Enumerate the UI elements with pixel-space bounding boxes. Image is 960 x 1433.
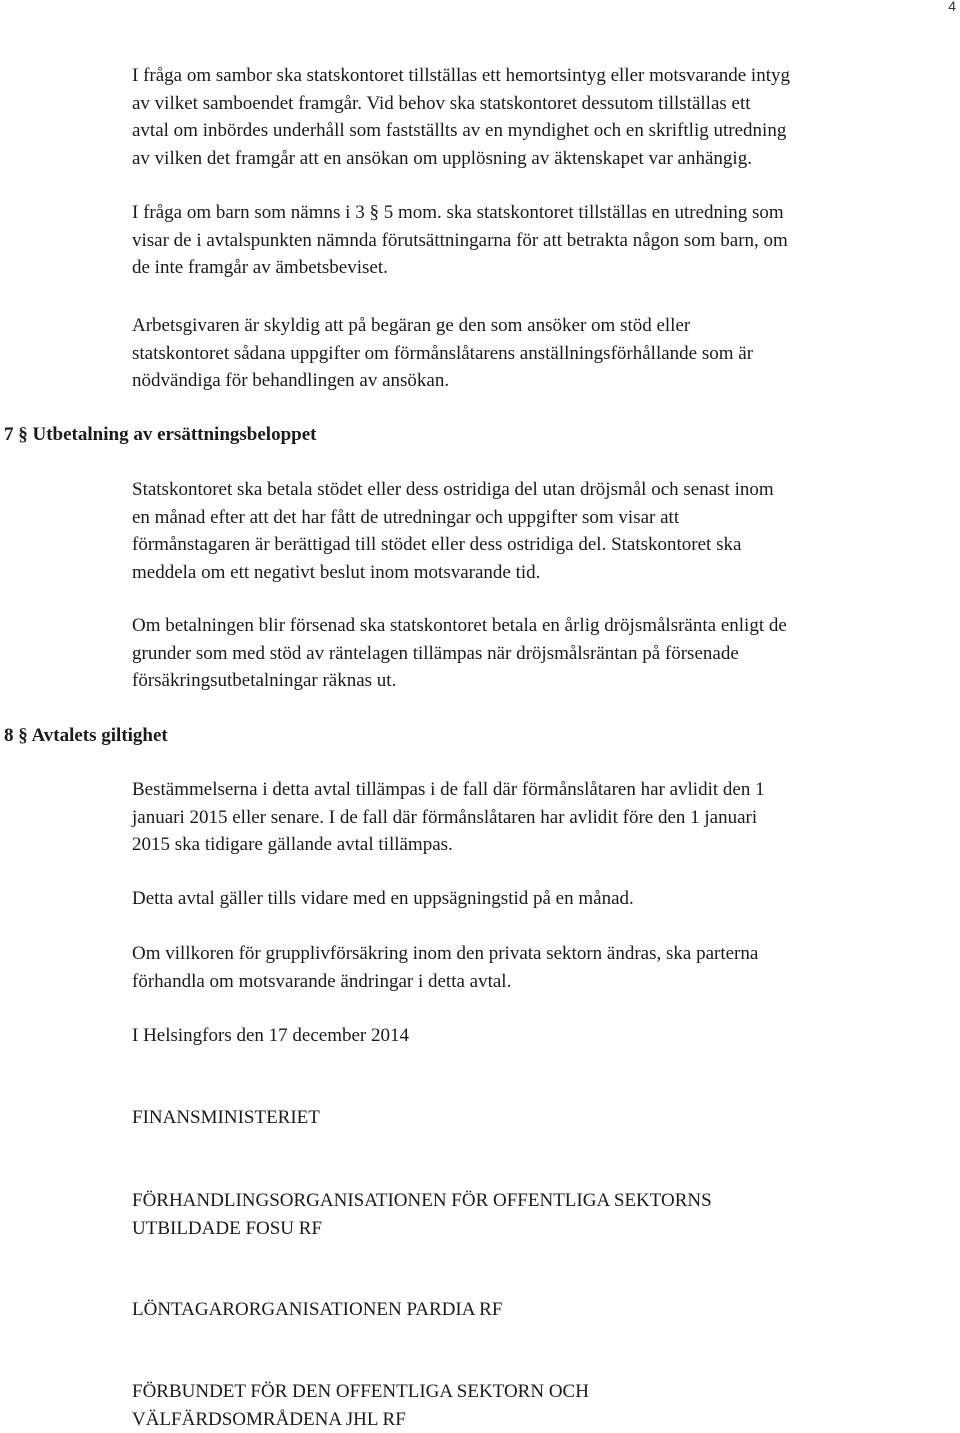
paragraph-barn (132, 199, 947, 282)
text-line: grunder som med stöd av räntelagen tillämpas när dröjsmålsräntan på försenade (132, 640, 947, 668)
text-line: FÖRHANDLINGSORGANISATIONEN FÖR OFFENTLIGA SEKTORNS (132, 1187, 947, 1215)
text-line: VÄLFÄRDSOMRÅDENA JHL RF (132, 1406, 947, 1433)
section-heading-8: 8 § Avtalets giltighet (4, 722, 168, 750)
text-line: nödvändiga för behandlingen av ansökan. (132, 367, 947, 395)
text-line: 2015 ska tidigare gällande avtal tillämpas. (132, 831, 947, 859)
text-line: FÖRBUNDET FÖR DEN OFFENTLIGA SEKTORN OCH (132, 1378, 947, 1406)
page-number: 4 (948, 0, 956, 14)
text-line: visar de i avtalspunkten nämnda förutsättningarna för att betrakta någon som barn, om (132, 227, 947, 255)
text-line: statskontoret sådana uppgifter om förmånslåtarens anställningsförhållande som är (132, 340, 947, 368)
text-line: förmånstagaren är berättigad till stödet eller dess ostridiga del. Statskontoret ska (132, 531, 947, 559)
paragraph-bestammelserna (132, 776, 947, 859)
text-line: förhandla om motsvarande ändringar i detta avtal. (132, 968, 947, 996)
text-line: avtal om inbördes underhåll som fastställts av en myndighet och en skriftlig utredning (132, 117, 947, 145)
signatory-finansministeriet (132, 1104, 947, 1132)
paragraph-villkor (132, 940, 947, 995)
text-line: januari 2015 eller senare. I de fall där förmånslåtaren har avlidit före den 1 januari (132, 804, 947, 832)
paragraph-arbetsgivaren (132, 312, 947, 395)
text-line: försäkringsutbetalningar räknas ut. (132, 667, 947, 695)
text-line: Detta avtal gäller tills vidare med en uppsägningstid på en månad. (132, 885, 947, 913)
text-line: LÖNTAGARORGANISATIONEN PARDIA RF (132, 1296, 947, 1324)
text-line: Om villkoren för grupplivförsäkring inom den privata sektorn ändras, ska parterna (132, 940, 947, 968)
signatory-pardia (132, 1296, 947, 1324)
text-line: Statskontoret ska betala stödet eller dess ostridiga del utan dröjsmål och senast inom (132, 476, 947, 504)
section-heading-7: 7 § Utbetalning av ersättningsbeloppet (4, 421, 316, 449)
signatory-jhl (132, 1378, 947, 1433)
place-date (132, 1022, 947, 1050)
text-line: av vilken det framgår att en ansökan om upplösning av äktenskapet var anhängig. (132, 145, 947, 173)
text-line: de inte framgår av ämbetsbeviset. (132, 254, 947, 282)
signatory-fosu (132, 1187, 947, 1242)
text-line: av vilket samboendet framgår. Vid behov ska statskontoret dessutom tillställas ett (132, 90, 947, 118)
text-line: I fråga om sambor ska statskontoret tillställas ett hemortsintyg eller motsvarande intyg (132, 62, 947, 90)
text-line: Om betalningen blir försenad ska statskontoret betala en årlig dröjsmålsränta enligt de (132, 612, 947, 640)
paragraph-forsening (132, 612, 947, 695)
paragraph-utbetalning (132, 476, 947, 586)
text-line: en månad efter att det har fått de utredningar och uppgifter som visar att (132, 504, 947, 532)
text-line: UTBILDADE FOSU RF (132, 1215, 947, 1243)
text-line: I fråga om barn som nämns i 3 § 5 mom. ska statskontoret tillställas en utredning som (132, 199, 947, 227)
paragraph-sambor (132, 62, 947, 172)
text-line: Bestämmelserna i detta avtal tillämpas i de fall där förmånslåtaren har avlidit den 1 (132, 776, 947, 804)
text-line: Arbetsgivaren är skyldig att på begäran ge den som ansöker om stöd eller (132, 312, 947, 340)
paragraph-giltighet (132, 885, 947, 913)
text-line: I Helsingfors den 17 december 2014 (132, 1022, 947, 1050)
text-line: meddela om ett negativt beslut inom motsvarande tid. (132, 559, 947, 587)
text-line: FINANSMINISTERIET (132, 1104, 947, 1132)
